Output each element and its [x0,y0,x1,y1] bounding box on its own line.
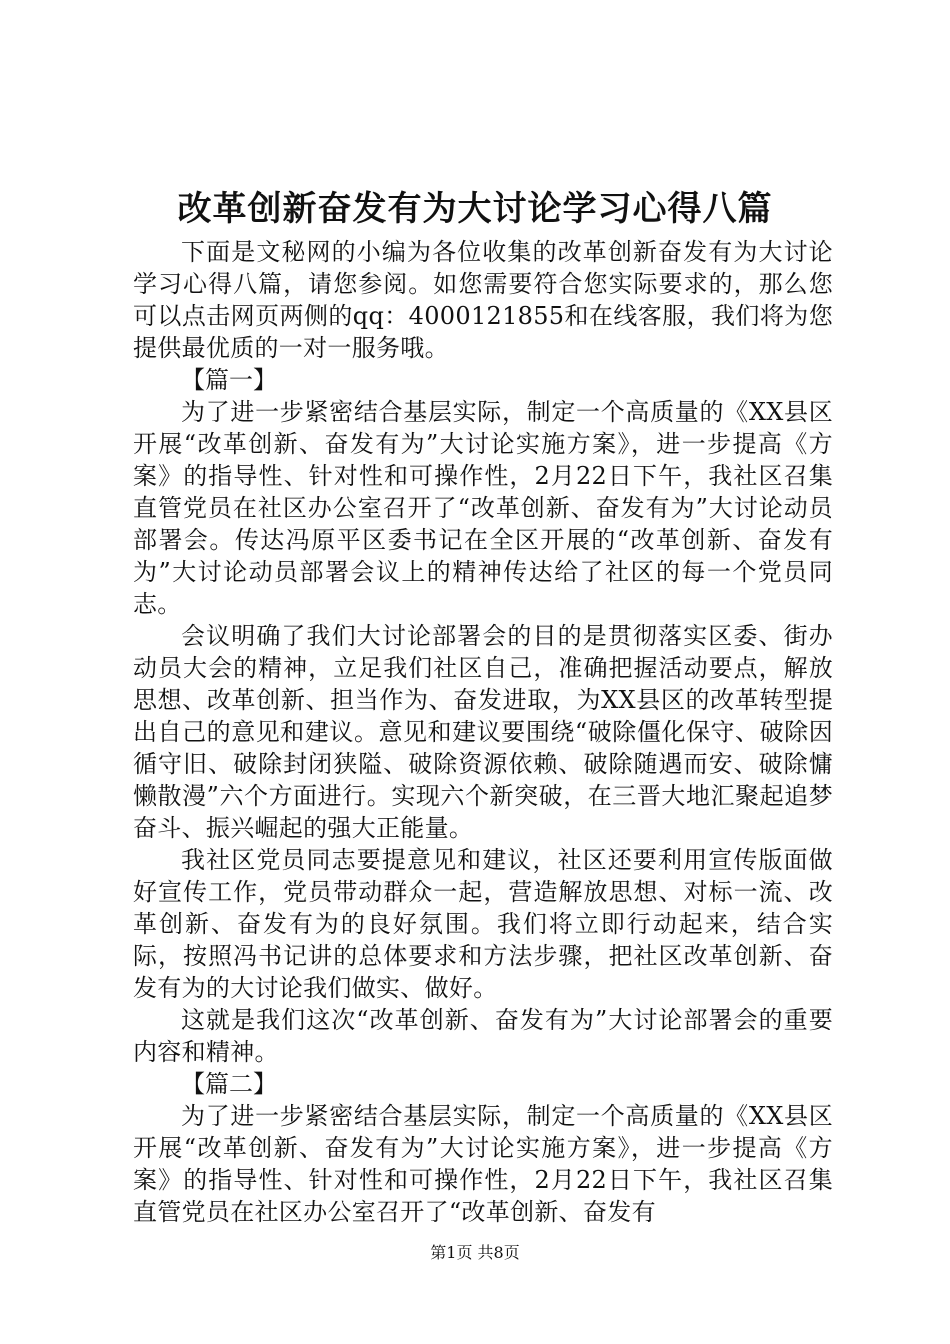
section-2-paragraph-1: 为了进一步紧密结合基层实际，制定一个高质量的《XX县区开展“改革创新、奋发有为”大讨论实施方案》，进一步提高《方案》的指导性、针对性和可操作性，2月22日下午，我社区召集直管党员在社区办公室召开了“改革创新、奋发有 [133,1102,833,1226]
page-number-footer: 第1页 共8页 [430,1243,520,1262]
intro-paragraph: 下面是文秘网的小编为各位收集的改革创新奋发有为大讨论学习心得八篇，请您参阅。如您需要符合您实际要求的，那么您可以点击网页两侧的qq：4000121855和在线客服，我们将为您提供最优质的一对一服务哦。 [133,238,833,362]
section-1-paragraph-3: 我社区党员同志要提意见和建议，社区还要利用宣传版面做好宣传工作，党员带动群众一起，营造解放思想、对标一流、改革创新、奋发有为的良好氛围。我们将立即行动起来，结合实际，按照冯书记讲的总体要求和方法步骤，把社区改革创新、奋发有为的大讨论我们做实、做好。 [133,846,833,1002]
section-1-paragraph-2: 会议明确了我们大讨论部署会的目的是贯彻落实区委、街办动员大会的精神，立足我们社区自己，准确把握活动要点，解放思想、改革创新、担当作为、奋发进取，为XX县区的改革转型提出自己的意见和建议。意见和建议要围绕“破除僵化保守、破除因循守旧、破除封闭狭隘、破除资源依赖、破除随遇而安、破除慵懒散漫”六个方面进行。实现六个新突破，在三晋大地汇聚起追梦奋斗、振兴崛起的强大正能量。 [133,622,833,842]
section-heading-2: 【篇二】 [181,1070,277,1098]
section-1-paragraph-4: 这就是我们这次“改革创新、奋发有为”大讨论部署会的重要内容和精神。 [133,1006,833,1066]
document-body [133,236,833,1228]
section-heading-1: 【篇一】 [181,366,277,394]
section-1-paragraph-1: 为了进一步紧密结合基层实际，制定一个高质量的《XX县区开展“改革创新、奋发有为”大讨论实施方案》，进一步提高《方案》的指导性、针对性和可操作性，2月22日下午，我社区召集直管党员在社区办公室召开了“改革创新、奋发有为”大讨论动员部署会。传达冯原平区委书记在全区开展的“改革创新、奋发有为”大讨论动员部署会议上的精神传达给了社区的每一个党员同志。 [133,398,833,618]
document-title: 改革创新奋发有为大讨论学习心得八篇 [177,189,773,229]
